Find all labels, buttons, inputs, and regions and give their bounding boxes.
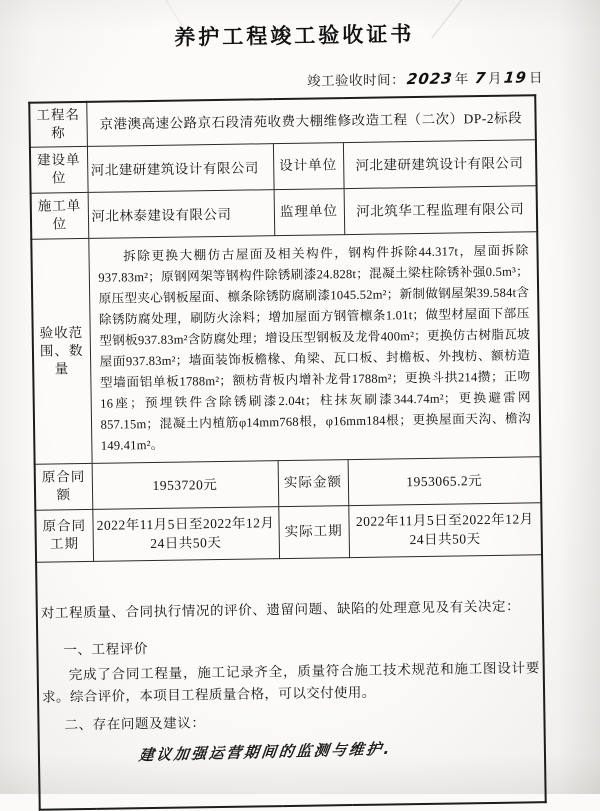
issues-section-title: 二、存在问题及建议： xyxy=(64,715,206,733)
acceptance-date-line xyxy=(0,66,543,94)
table-row-contract-period xyxy=(35,502,542,562)
acceptance-day-handwritten: 19 xyxy=(503,68,528,87)
acceptance-month-handwritten: 7 xyxy=(473,68,488,88)
scope-cell xyxy=(88,231,540,463)
actual-amount-value: 1953065.2元 xyxy=(348,456,542,505)
original-amount-value: 1953720元 xyxy=(92,460,279,509)
owner-unit-value: 河北建研建筑设计有限公司 xyxy=(87,143,274,192)
design-unit-value: 河北建研建筑设计有限公司 xyxy=(343,139,537,188)
evaluation-section-body: 完成了合同工程量，施工记录齐全，质量符合施工技术规范和施工图设计要求。综合评价，本项目工程质量合格，可以交付使用。 xyxy=(41,660,540,705)
table-row-construction-design-units xyxy=(30,139,537,193)
day-unit: 日 xyxy=(528,70,544,86)
page-title: 养护工程竣工验收证书 xyxy=(174,22,415,50)
supervision-unit-label: 监理单位 xyxy=(274,188,345,235)
decision-header: 对工程质量、合同执行情况的评价、遗留问题、缺陷的处理意见及有关决定： xyxy=(40,598,521,621)
acceptance-date-label: 竣工验收时间： xyxy=(306,72,406,89)
table-row-contractor-supervision-units xyxy=(31,185,538,239)
original-amount-label: 原合同额 xyxy=(35,463,93,510)
table-row-decision xyxy=(36,554,546,809)
evaluation-section-title: 一、工程评价 xyxy=(63,641,149,658)
table-row-acceptance-scope xyxy=(31,231,540,463)
actual-period-label: 实际工期 xyxy=(278,505,349,558)
decision-cell xyxy=(36,554,546,809)
actual-amount-label: 实际金额 xyxy=(278,459,349,506)
acceptance-certificate-table xyxy=(28,94,546,810)
month-unit: 月 xyxy=(487,70,503,86)
original-period-label: 原合同工期 xyxy=(35,509,93,562)
supervision-unit-value: 河北筑华工程监理有限公司 xyxy=(344,185,538,234)
scope-label: 验收范围、数量 xyxy=(31,238,91,464)
design-unit-label: 设计单位 xyxy=(273,142,344,189)
project-name-label: 工程名称 xyxy=(29,102,87,147)
year-unit: 年 xyxy=(454,71,473,87)
table-row-contract-amount xyxy=(35,456,542,510)
scope-text: 拆除更换大棚仿古屋面及相关构件，钢构件拆除44.317t，屋面拆除937.83m²；原钢网架等钢构件除锈刷漆24.828t；混凝土梁柱除锈补强0.5m³；原压型夹心钢板屋面、檩条除锈防腐刷漆1045.52m²；新制做钢屋架39.584t含除锈防腐处理，刷防火涂料；增加屋面方钢管檩条1.01t；做型材屋面下部压型钢板937.83m²含防腐处理；增设压型钢板及龙骨400m²；更换仿古树脂瓦坡屋面937.83m²；墙面装饰板檐椽、角梁、瓦口板、封檐板、外拽枋、额枋造型墙面铝单板1788m²；额枋背板内增补龙骨1788m²；更换斗拱214攒；正吻16座；预埋铁件含除锈刷漆2.04t；柱抹灰刷漆344.74m²；更换避雷网857.15m；混凝土内植筋φ14mm768根，φ16mm184根；更换屋面天沟、檐沟149.41m²。 xyxy=(98,242,532,453)
actual-period-value: 2022年11月5日至2022年12月24日共50天 xyxy=(348,502,542,557)
owner-unit-label: 建设单位 xyxy=(30,146,88,193)
project-name-value: 京港澳高速公路京石段清苑收费大棚维修改造工程（二次）DP-2标段 xyxy=(86,95,536,146)
contractor-unit-label: 施工单位 xyxy=(31,192,89,239)
acceptance-year-handwritten: 2023 xyxy=(406,69,454,89)
contractor-unit-value: 河北林泰建设有限公司 xyxy=(88,189,275,238)
handwritten-note: 建议加强运营期间的监测与维护. xyxy=(137,740,394,765)
original-period-value: 2022年11月5日至2022年12月24日共50天 xyxy=(92,506,279,561)
table-row-project-name xyxy=(29,95,536,147)
